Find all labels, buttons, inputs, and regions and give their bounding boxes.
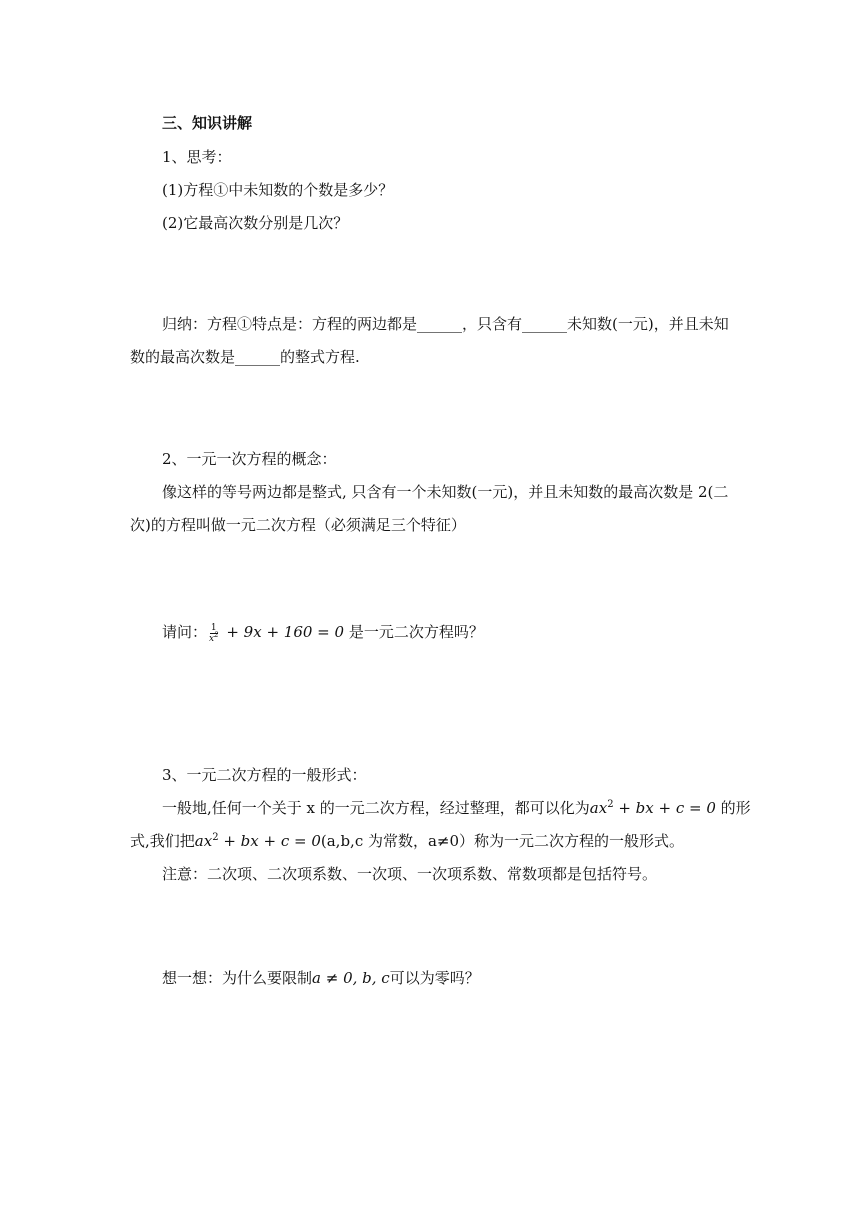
question-prefix: 请问： <box>162 623 208 641</box>
general-line-2: 式,我们把$ax^2$ + bx + c = 0(a,b,c 为常数，a≠0）称为一元二次方程的一般形式。 <box>130 832 685 850</box>
general-formula-1: $ax^2$ + bx + c = 0 <box>589 799 716 817</box>
general-formula-2: $ax^2$ + bx + c = 0 <box>194 832 321 850</box>
fraction-denominator: $x^2$ <box>209 630 219 644</box>
concept-line-2: 次)的方程叫做一元二次方程（必须满足三个特征） <box>130 516 466 534</box>
think-question-2: (2)它最高次数分别是几次？ <box>162 214 349 232</box>
concept-title: 2、一元一次方程的概念： <box>162 450 337 468</box>
think-title: 1、思考： <box>162 148 232 166</box>
question-line <box>162 621 730 644</box>
general-title: 3、一元二次方程的一般形式： <box>162 766 367 784</box>
concept-line-1: 像这样的等号两边都是整式, 只含有一个未知数(一元)，并且未知数的最高次数是 2(二 <box>162 483 729 501</box>
section-heading: 三、知识讲解 <box>162 114 253 132</box>
fraction <box>209 623 219 644</box>
general-line-1: 一般地,任何一个关于 x 的一元二次方程，经过整理，都可以化为$ax^2$ + bx + c = 0 的形 <box>162 799 751 817</box>
fraction-numerator: 1 <box>210 622 217 633</box>
general-note: 注意：二次项、二次项系数、一次项、一次项系数、常数项都是包括符号。 <box>162 865 658 883</box>
question-expression: + 9x + 160 = 0 <box>221 623 345 641</box>
reflect-line: 想一想：为什么要限制a ≠ 0, b, c可以为零吗？ <box>162 969 480 987</box>
reflect-formula: a ≠ 0, b, c <box>312 969 390 987</box>
summary-line-2: 数的最高次数是______的整式方程. <box>130 348 360 366</box>
question-suffix: 是一元二次方程吗？ <box>344 623 484 641</box>
summary-line-1: 归纳：方程①特点是：方程的两边都是______，只含有______未知数(一元)，并且未知 <box>162 315 729 333</box>
think-question-1: (1)方程①中未知数的个数是多少？ <box>162 181 394 199</box>
